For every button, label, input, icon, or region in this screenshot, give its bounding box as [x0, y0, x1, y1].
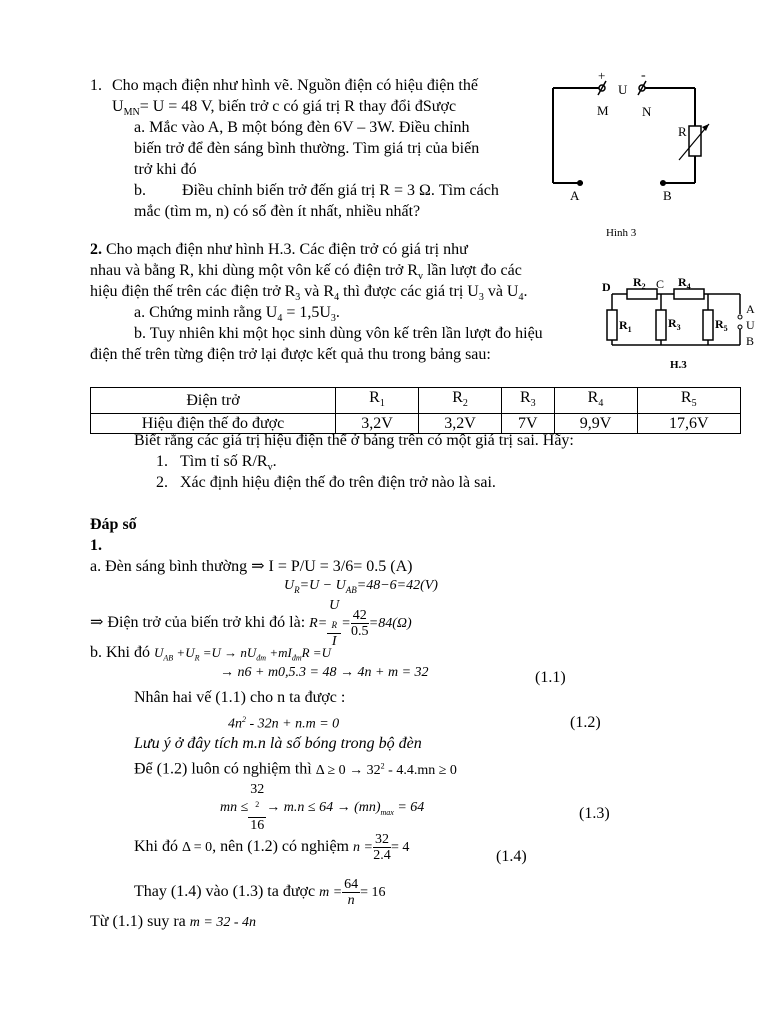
- answers-title: Đáp số: [90, 516, 137, 533]
- r-label: R: [678, 124, 687, 139]
- m-label: M: [597, 103, 609, 118]
- task-2: Xác định hiệu điện thế đo trên điện trở nào là sai.: [180, 474, 496, 491]
- p1-a-line1: a. Mắc vào A, B một bóng đèn 6V – 3W. Điều chỉnh: [134, 119, 470, 136]
- r1-label: $R_1$: [619, 318, 632, 334]
- p1-b-line1: Điều chỉnh biến trở đến giá trị R = 3 Ω. Tìm cách: [182, 182, 499, 199]
- p1-number: 1.: [90, 77, 102, 94]
- table-cell: 9,9V: [554, 414, 637, 434]
- table-cell: 3,2V: [419, 414, 502, 434]
- eq-1-2: (1.2): [570, 714, 601, 731]
- formula-1-2: $4n^2 - 32n + n.m = 0$: [228, 715, 340, 732]
- u-label: U: [618, 82, 628, 97]
- table-cell: 17,6V: [637, 414, 740, 434]
- r5-label: $R_5$: [715, 317, 728, 333]
- p1-a-line3: trở khi đó: [134, 161, 197, 178]
- table-header-cell: Điện trở: [91, 388, 336, 414]
- c-label: C: [656, 277, 665, 291]
- d-label: D: [602, 280, 611, 294]
- table-header-row: [91, 388, 741, 414]
- table-header-cell: $R_4$: [554, 388, 637, 414]
- b-terminal-label: B: [746, 334, 755, 348]
- circuit-figure-2: [600, 270, 765, 375]
- answer-a-line1: a. Đèn sáng bình thường ⇒ I = P/U = 3/6= 0.5 (A): [90, 558, 413, 575]
- figure-2-caption: H.3: [670, 359, 687, 371]
- table-header-cell: $R_5$: [637, 388, 740, 414]
- plus-label: +: [598, 68, 606, 83]
- circuit-figure-1: [545, 68, 725, 243]
- p1-line2: $U_{MN}= U = 48$ V, biến trở c có giá trị R thay đổi đSược: [112, 98, 457, 119]
- eq-1-1: (1.1): [535, 669, 566, 686]
- a-label: A: [570, 188, 580, 203]
- measurement-table: [90, 387, 741, 434]
- p2-line2: nhau và bằng R, khi dùng một vôn kế có điện trở $R_v$ lần lượt đo các: [90, 262, 522, 283]
- table-cell: 7V: [502, 414, 554, 434]
- eq-1-4: (1.4): [496, 848, 527, 865]
- n-label: N: [642, 104, 652, 119]
- p1-a-line2: biến trở để đèn sáng bình thường. Tìm giá trị của biến: [134, 140, 480, 157]
- p2-line3: hiệu điện thế trên các điện trở $R_3$ và $R_4$ thì được các giá trị $U_3$ và $U_4$.: [90, 283, 528, 304]
- figure-1-caption: Hình 3: [606, 227, 637, 239]
- p2-a: a. Chứng minh rằng $U_4 = 1,5U_3$.: [134, 304, 340, 325]
- formula-1-3: mn ≤ 32 $^2$ 16 → $m.n \le 64 \to (mn)_{max} = 64$: [220, 782, 425, 833]
- p1-line1: Cho mạch điện như hình vẽ. Nguồn điện có hiệu điện thế: [112, 77, 478, 94]
- note-line: Lưu ý ở đây tích m.n là số bóng trong bộ đèn: [134, 735, 422, 752]
- answers-number: 1.: [90, 537, 102, 554]
- r4-label: $R_4$: [678, 275, 691, 291]
- table-row-label: Hiệu điện thế đo được: [91, 414, 336, 434]
- last-line: Từ (1.1) suy ra m = 32 - 4n: [90, 913, 256, 930]
- table-cell: 3,2V: [336, 414, 419, 434]
- p1-b-label: b.: [134, 182, 146, 199]
- answer-b-line1: b. Khi đó $U_{AB} +U_R =U \to nU_{đm} +mI_{đm}R =U$: [90, 644, 331, 663]
- minus-label: -: [641, 68, 646, 83]
- p1-b-line2: mắc (tìm m, n) có số đèn ít nhất, nhiều nhất?: [134, 203, 421, 220]
- formula-ur: $U_R=U - U_{AB}=48-6=42(V)$: [284, 578, 438, 595]
- khi-do-line: Khi đó Δ = 0, nên (1.2) có nghiệm n = $\frac{32}{2.4}$ = 4: [134, 831, 410, 863]
- task-1-number: 1.: [156, 453, 168, 470]
- task-2-number: 2.: [156, 474, 168, 491]
- multiply-line: Nhân hai vế (1.1) cho n ta được :: [134, 689, 346, 706]
- task-1: Tìm tỉ số $R/R_v$.: [180, 453, 277, 474]
- table-header-cell: $R_2$: [419, 388, 502, 414]
- b-label: B: [663, 188, 672, 203]
- a-terminal-label: A: [746, 302, 755, 316]
- p2-line1: 2. Cho mạch điện như hình H.3. Các điện trở có giá trị như: [90, 241, 468, 258]
- table-header-cell: $R_3$: [502, 388, 554, 414]
- p2-b-line2: điện thế trên từng điện trở lại được kết quả thu trong bảng sau:: [90, 346, 491, 363]
- after-table-line: Biết rằng các giá trị hiệu điện thế ở bảng trên có một giá trị sai. Hãy:: [134, 432, 574, 449]
- r3-label: $R_3$: [668, 316, 681, 332]
- formula-b2: → n6 + m0,5.3 = 48 → 4n + m = 32: [220, 665, 429, 680]
- p2-b-line1: b. Tuy nhiên khi một học sinh dùng vôn kế trên lần lượt đo hiệu: [134, 325, 543, 342]
- thay-line: Thay (1.4) vào (1.3) ta được m = $\frac{64}{n}$ = 16: [134, 876, 386, 908]
- u-terminal-label: U: [746, 318, 755, 332]
- answer-a-line2: ⇒ Điện trở của biến trở khi đó là: R= U $_R$ I = $\frac{42}{0.5}$ =84(Ω): [90, 598, 412, 649]
- eq-1-3: (1.3): [579, 805, 610, 822]
- r2-label: $R_2$: [633, 275, 646, 291]
- table-header-cell: $R_1$: [336, 388, 419, 414]
- condition-line: Để (1.2) luôn có nghiệm thì $\Delta \ge 0 \to 32^2 - 4.4.mn \ge 0$: [134, 760, 457, 778]
